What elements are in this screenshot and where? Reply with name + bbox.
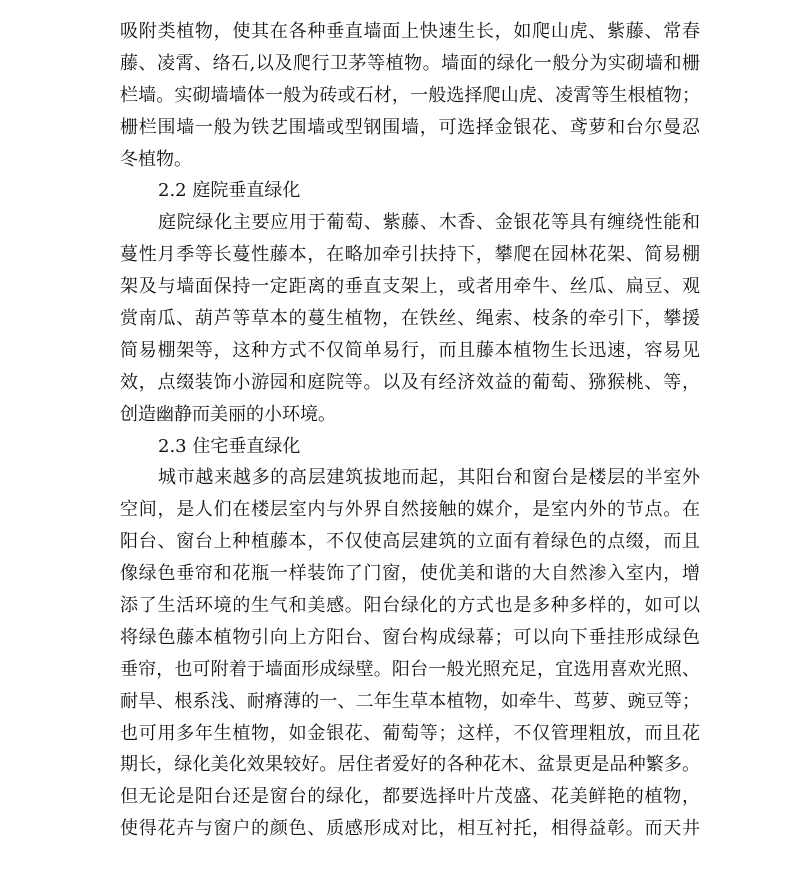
paragraph-courtyard-greening [120, 207, 700, 430]
text-line: 期长，绿化美化效果较好。居住者爱好的各种花木、盆景更是品种繁多。 [120, 754, 700, 776]
text-line: 吸附类植物，使其在各种垂直墙面上快速生长，如爬山虎、紫藤、常春 [120, 21, 700, 42]
text-line: 像绿色垂帘和花瓶一样装饰了门窗，使优美和谐的大自然渗入室内，增 [120, 563, 700, 585]
paragraph-residential-greening [120, 462, 700, 845]
text-line: 阳台、窗台上种植藤本，不仅使高层建筑的立面有着绿色的点缀，而且 [120, 531, 700, 553]
text-line: 耐旱、根系浅、耐瘠薄的一、二年生草本植物，如牵牛、茑萝、豌豆等； [120, 690, 700, 712]
text-line: 藤、凌霄、络石,以及爬行卫茅等植物。墙面的绿化一般分为实砌墙和栅 [120, 52, 700, 74]
section-heading-2-2: 2.2 庭院垂直绿化 [158, 180, 301, 202]
text-line: 蔓性月季等长蔓性藤本，在略加牵引扶持下，攀爬在园林花架、简易棚 [120, 244, 700, 266]
text-line: 城市越来越多的高层建筑拔地而起，其阳台和窗台是楼层的半室外 [158, 467, 700, 489]
text-line: 垂帘，也可附着于墙面形成绿壁。阳台一般光照充足，宜选用喜欢光照、 [120, 658, 700, 680]
text-line: 空间，是人们在楼层室内与外界自然接触的媒介，是室内外的节点。在 [120, 499, 700, 521]
text-line: 庭院绿化主要应用于葡萄、紫藤、木香、金银花等具有缠绕性能和 [158, 212, 700, 234]
text-line: 也可用多年生植物，如金银花、葡萄等；这样，不仅管理粗放，而且花 [120, 722, 700, 744]
text-line: 将绿色藤本植物引向上方阳台、窗台构成绿幕；可以向下垂挂形成绿色 [120, 626, 700, 648]
text-line: 添了生活环境的生气和美感。阳台绿化的方式也是多种多样的，如可以 [120, 595, 700, 617]
text-line: 使得花卉与窗户的颜色、质感形成对比，相互衬托，相得益彰。而天井 [120, 818, 700, 840]
text-line: 但无论是阳台还是窗台的绿化，都要选择叶片茂盛、花美鲜艳的植物， [120, 786, 700, 808]
text-line: 栏墙。实砌墙墙体一般为砖或石材，一般选择爬山虎、凌霄等生根植物； [120, 84, 700, 106]
text-line: 简易棚架等，这种方式不仅简单易行，而且藤本植物生长迅速，容易见 [120, 339, 700, 361]
text-line: 冬植物。 [120, 148, 192, 170]
section-heading-2-3: 2.3 住宅垂直绿化 [158, 435, 301, 457]
text-line: 栅栏围墙一般为铁艺围墙或型钢围墙，可选择金银花、鸢萝和台尔曼忍 [120, 116, 700, 138]
text-line: 效，点缀装饰小游园和庭院等。以及有经济效益的葡萄、猕猴桃、等， [120, 371, 700, 393]
text-line: 赏南瓜、葫芦等草本的蔓生植物，在铁丝、绳索、枝条的牵引下，攀援 [120, 308, 700, 330]
text-line: 创造幽静而美丽的小环境。 [120, 403, 336, 425]
paragraph-wall-greening [120, 16, 700, 175]
document-page [120, 16, 700, 845]
text-line: 架及与墙面保持一定距离的垂直支架上，或者用牵牛、丝瓜、扁豆、观 [120, 276, 700, 298]
